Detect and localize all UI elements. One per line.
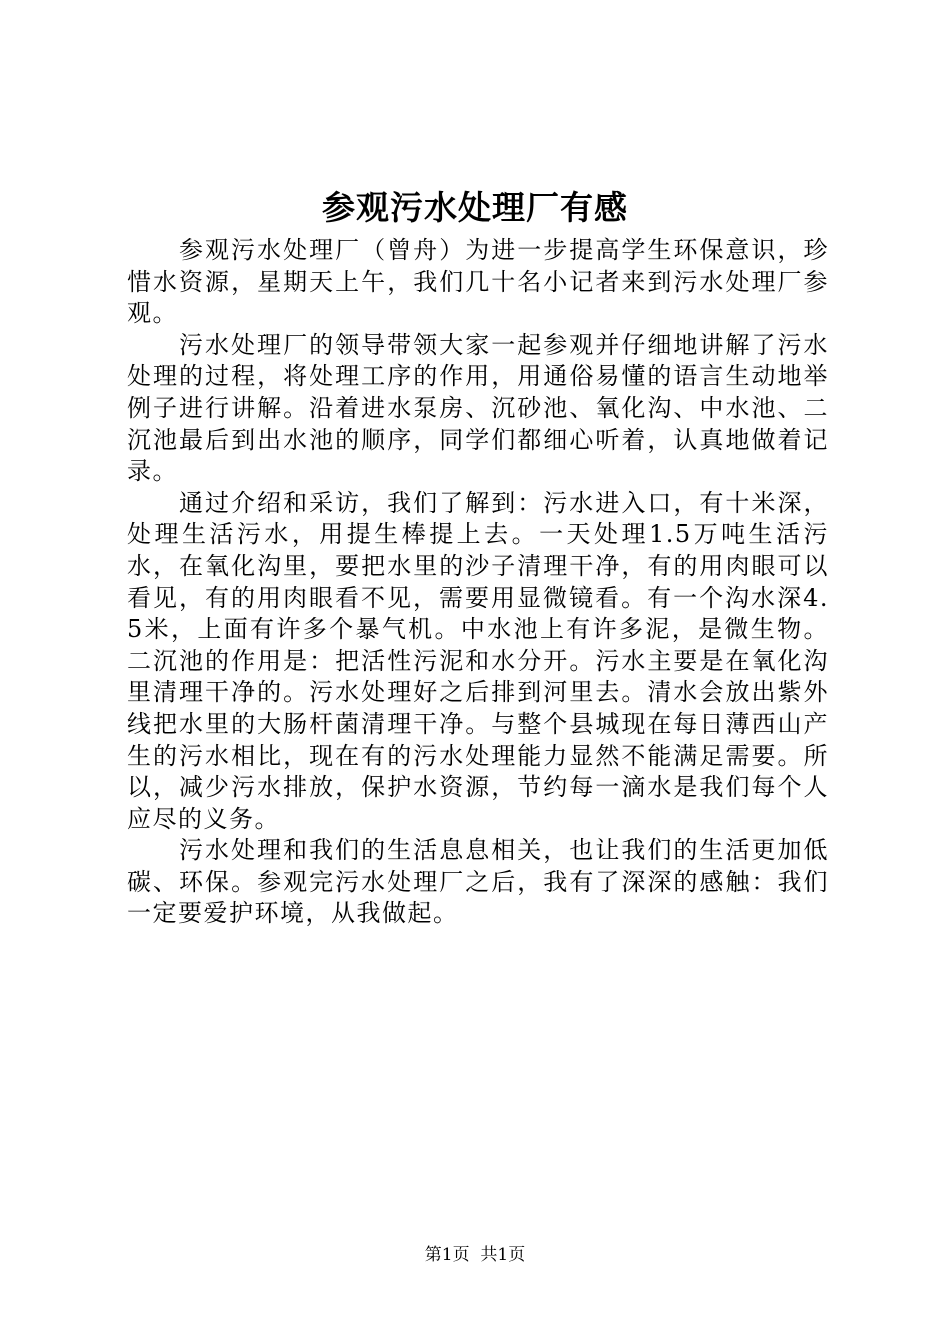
paragraph-3: 通过介绍和采访，我们了解到：污水进入口，有十米深，处理生活污水，用提生棒提上去。一天处理1.5万吨生活污水，在氧化沟里，要把水里的沙子清理干净，有的用肉眼可以看见，有的用肉眼看不见，需要用显微镜看。有一个沟水深4.5米，上面有许多个暴气机。中水池上有许多泥，是微生物。二沉池的作用是：把活性污泥和水分开。污水主要是在氧化沟里清理干净的。污水处理好之后排到河里去。清水会放出紫外线把水里的大肠杆菌清理干净。与整个县城现在每日薄西山产生的污水相比，现在有的污水处理能力显然不能满足需要。所以，减少污水排放，保护水资源，节约每一滴水是我们每个人应尽的义务。 bbox=[127, 488, 829, 833]
document-body bbox=[127, 235, 829, 930]
paragraph-4: 污水处理和我们的生活息息相关，也让我们的生活更加低碳、环保。参观完污水处理厂之后，我有了深深的感触：我们一定要爱护环境，从我做起。 bbox=[127, 836, 829, 928]
document-title: 参观污水处理厂有感 bbox=[322, 188, 628, 227]
page-number-footer: 第1页 共1页 bbox=[424, 1245, 526, 1265]
paragraph-2: 污水处理厂的领导带领大家一起参观并仔细地讲解了污水处理的过程，将处理工序的作用，用通俗易懂的语言生动地举例子进行讲解。沿着进水泵房、沉砂池、氧化沟、中水池、二沉池最后到出水池的顺序，同学们都细心听着，认真地做着记录。 bbox=[127, 330, 829, 486]
paragraph-1: 参观污水处理厂（曾舟）为进一步提高学生环保意识，珍惜水资源，星期天上午，我们几十名小记者来到污水处理厂参观。 bbox=[127, 236, 829, 328]
